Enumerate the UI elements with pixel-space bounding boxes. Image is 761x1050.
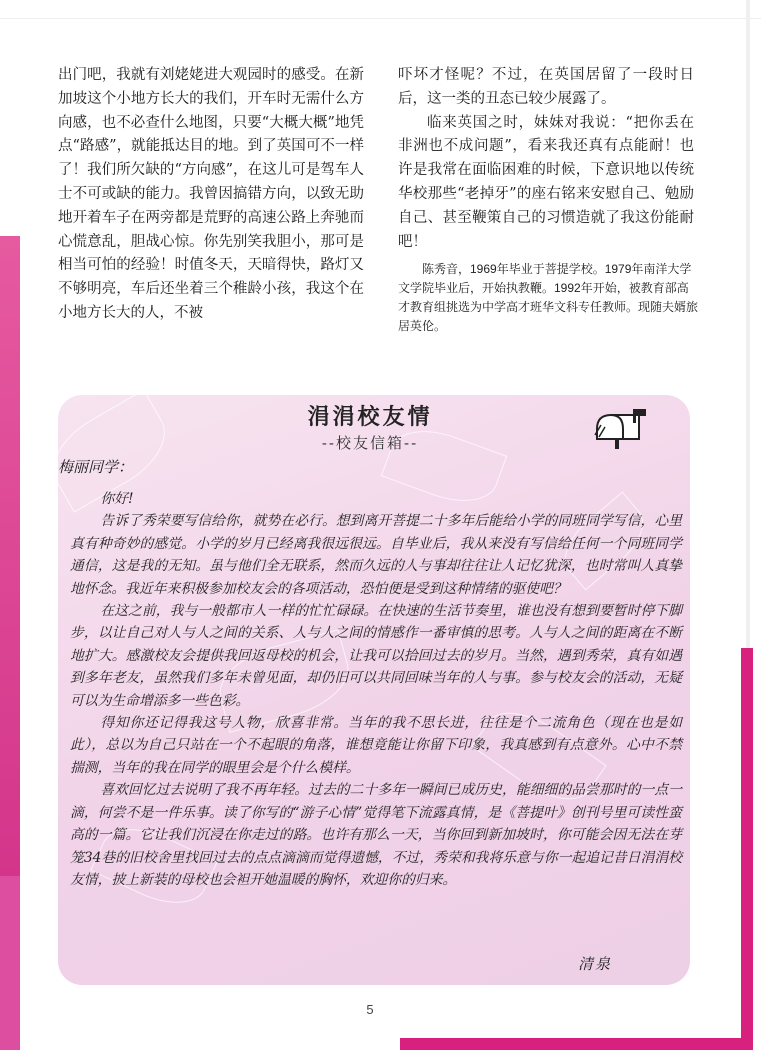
page-number: 5 [366,1002,374,1017]
letter-paragraph: 在这之前，我与一般都市人一样的忙忙碌碌。在快速的生活节奏里，谁也没有想到要暂时停下脚步，以让自己对人与人之间的关系、人与人之间的情感作一番审慎的思考。人与人之间的距离在不断地扩大。感激校友会提供我回返母校的机会，让我可以拾回过去的岁月。当然，遇到秀荣，真有如遇到多年老友，虽然我们多年未曾见面，却仍旧可以共同回味当年的人与事。参与校友会的活动，无疑可以为生命增添多一些色彩。 [70,603,682,709]
letter-box-subtitle: --校友信箱-- [321,434,419,452]
letter-paragraph: 得知你还记得我这号人物，欣喜非常。当年的我不思长进，往往是个二流角色（现在也是如此），总以为自己只站在一个不起眼的角落，谁想竟能让你留下印象，我真感到有点意外。心中不禁揣测，当年的我在同学的眼里会是个什么模样。 [70,715,682,776]
right-para-2: 临来英国之时，妹妹对我说：“把你丢在非洲也不成问题”，看来我还真有点能耐！也许是我常在面临困难的时候，下意识地以传统华校那些“老掉牙”的座右铭来安慰自己、勉励自己、甚至鞭策自己的习惯造就了我这份能耐吧！ [398,114,694,250]
left-pink-bar-lower [0,876,20,1050]
letter-signature: 清泉 [578,955,613,973]
mailbox-icon [593,405,655,451]
right-pink-bar [741,648,753,1050]
top-rule [0,18,761,19]
bottom-pink-bar [400,1038,753,1050]
author-bio: 陈秀音，1969年毕业于菩提学校。1979年南洋大学文学院毕业后，开始执教鞭。1992年开始，被教育部高才教育组挑选为中学高才班华文科专任教师。现随夫婿旅居英伦。 [398,262,699,333]
letter-salutation: 梅丽同学： [58,458,134,476]
letter-paragraph: 喜欢回忆过去说明了我不再年轻。过去的二十多年一瞬间已成历史，能细细的品尝那时的一点一滴，何尝不是一件乐事。读了你写的“游子心情”觉得笔下流露真情，是《菩提叶》创刊号里可读性蛮高的一篇。它让我们沉浸在你走过的路。也许有那么一天，当你回到新加坡时，你可能会因无法在芽笼34巷的旧校舍里找回过去的点点滴滴而觉得遗憾，不过，秀荣和我将乐意与你一起追记昔日涓涓校友情，披上新装的母校也会袒开她温暖的胸怀，欢迎你的归来。 [70,782,682,888]
right-para-1: 吓坏才怪呢？不过，在英国居留了一段时日后，这一类的丑态已较少展露了。 [398,67,694,107]
letter-box-title: 涓涓校友情 [307,404,433,430]
letter-body [70,488,682,891]
left-column-text: 出门吧，我就有刘姥姥进大观园时的感受。在新加坡这个小地方长大的我们，开车时无需什么方向感，也不必查什么地图，只要“大概大概”地凭点“路感”，就能抵达目的地。到了英国可不一样了！我们所欠缺的“方向感”，在这儿可是驾车人士不可或缺的能力。我曾因搞错方向，以致无助地开着车子在两旁都是荒野的高速公路上奔驰而心慌意乱，胆战心惊。你先别笑我胆小，那可是相当可怕的经验！时值冬天，天暗得快，路灯又不够明亮，车后还坐着三个稚龄小孩，我这个在小地方长大的人，不被 [58,67,364,321]
letter-greeting: 你好! [100,491,134,507]
letter-paragraph: 告诉了秀荣要写信给你，就势在必行。想到离开菩提二十多年后能给小学的同班同学写信，心里真有种奇妙的感觉。小学的岁月已经离我很远很远。自毕业后，我从来没有写信给任何一个同班同学通信，这是我的无知。虽与他们全无联系，然而久远的人与事却往往让人记忆犹深，也时常叫人真挚地怀念。我近年来积极参加校友会的各项活动，恐怕便是受到这种情绪的驱使吧？ [70,513,682,597]
right-column [398,64,694,254]
left-column [58,64,364,326]
left-pink-bar [0,236,20,876]
